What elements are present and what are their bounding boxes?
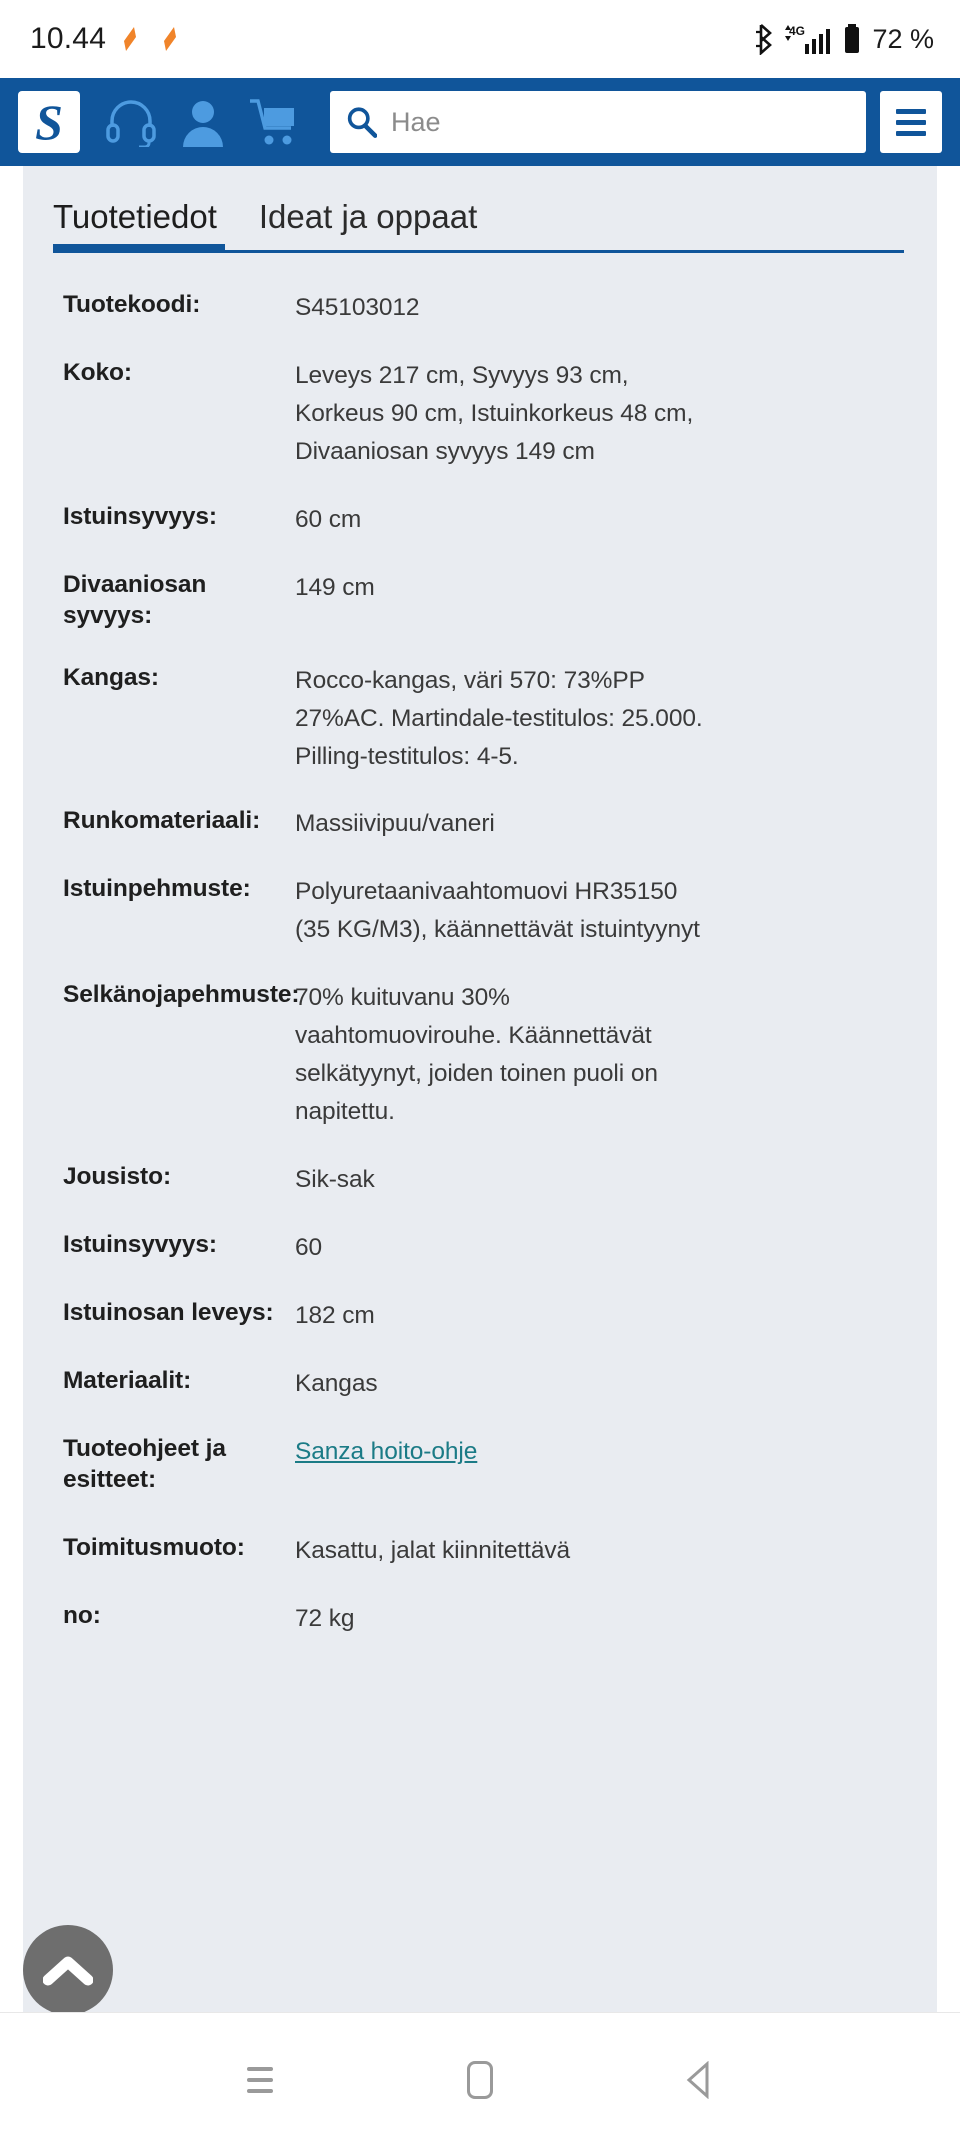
spec-row [63, 289, 904, 327]
spec-label: Istuinsyvyys: [63, 502, 217, 530]
spec-label: Kangas: [63, 663, 159, 691]
cart-icon[interactable] [246, 93, 304, 151]
back-icon [683, 2061, 717, 2099]
menu-line [896, 131, 926, 136]
tab-bar [23, 166, 937, 250]
spec-list [23, 253, 937, 1638]
nav-back-button[interactable] [660, 2040, 740, 2120]
spec-row [63, 805, 904, 843]
spec-value: 70% kuituvanu 30% vaahtomuovirouhe. Käännettävät selkätyynyt, joiden toinen puoli on napitettu. [295, 984, 658, 1126]
spec-value: S45103012 [295, 294, 420, 321]
spec-row [63, 1433, 904, 1496]
spec-label: Istuinosan leveys: [63, 1299, 274, 1327]
search-box[interactable] [330, 91, 866, 153]
bluetooth-icon [754, 23, 776, 55]
spec-label: Jousisto: [63, 1163, 171, 1191]
signal-4g-icon [783, 22, 835, 56]
account-icon[interactable] [174, 93, 232, 151]
recents-icon [247, 2067, 273, 2093]
hamburger-menu-icon[interactable] [880, 91, 942, 153]
spec-row [63, 979, 904, 1131]
spec-label: Tuotekoodi: [63, 291, 201, 318]
spec-row [63, 1600, 904, 1638]
spec-value: 182 cm [295, 1302, 375, 1330]
recents-line [247, 2067, 273, 2071]
android-nav-bar [0, 2012, 960, 2146]
page-body [0, 166, 960, 2100]
app-header [0, 78, 960, 166]
spec-label: Koko: [63, 358, 132, 386]
spec-value: 60 [295, 1234, 323, 1262]
spec-label: Divaaniosan syvyys: [63, 570, 207, 630]
spec-value: Kangas [295, 1370, 378, 1398]
spec-value: Leveys 217 cm, Syvyys 93 cm, Korkeus 90 cm, Istuinkorkeus 48 cm, Divaaniosan syvyys 149 cm [295, 361, 694, 465]
spec-label: Runkomateriaali: [63, 807, 261, 835]
spec-row [63, 1532, 904, 1570]
logo-letter: S [35, 94, 63, 150]
spec-value: Kasattu, jalat kiinnitettävä [295, 1536, 571, 1564]
recents-line [247, 2089, 273, 2093]
spec-row [63, 662, 904, 776]
nav-recents-button[interactable] [220, 2040, 300, 2120]
menu-line [896, 120, 926, 125]
flame-icon [160, 25, 186, 53]
nav-home-button[interactable] [440, 2040, 520, 2120]
product-details-panel [23, 166, 937, 2100]
status-bar-right [754, 22, 934, 56]
spec-row [63, 1229, 904, 1267]
battery-percent: 72 % [872, 23, 934, 54]
spec-label: Istuinsyvyys: [63, 1231, 217, 1259]
spec-row [63, 1297, 904, 1335]
spec-label: Toimitusmuoto: [63, 1533, 245, 1561]
spec-value: 72 kg [295, 1604, 355, 1632]
chevron-up-icon [43, 1952, 93, 1988]
spec-label: Materiaalit: [63, 1367, 192, 1395]
svg-text:4G: 4G [789, 24, 806, 38]
scroll-to-top-button[interactable] [23, 1925, 113, 2015]
spec-row [63, 1365, 904, 1403]
flame-icon [120, 25, 146, 53]
brand-logo[interactable] [18, 91, 80, 153]
care-instructions-link[interactable]: Sanza hoito-ohje [295, 1438, 478, 1466]
spec-row [63, 357, 904, 471]
menu-line [896, 109, 926, 114]
battery-icon [842, 23, 862, 55]
spec-label: Istuinpehmuste: [63, 875, 251, 903]
spec-value: 60 cm [295, 505, 362, 533]
spec-value: Rocco-kangas, väri 570: 73%PP 27%AC. Martindale-testitulos: 25.000. Pilling-testitulos: 4-5. [295, 666, 703, 770]
spec-value: 149 cm [295, 573, 375, 601]
recents-line [247, 2078, 273, 2082]
spec-label: no: [63, 1601, 101, 1629]
headset-icon[interactable] [102, 93, 160, 151]
spec-value: Sik-sak [295, 1166, 375, 1194]
spec-row [63, 873, 904, 949]
spec-value: Polyuretaanivaahtomuovi HR35150 (35 KG/M3), käännettävät istuintyynyt [295, 878, 700, 944]
status-time: 10.44 [30, 22, 107, 55]
status-bar-left [30, 22, 186, 56]
spec-label: Tuoteohjeet ja esitteet: [63, 1435, 226, 1494]
search-icon [346, 105, 377, 139]
search-input[interactable] [391, 107, 850, 138]
spec-row [63, 569, 904, 632]
tab-underline [53, 250, 904, 253]
spec-value: Massiivipuu/vaneri [295, 810, 495, 838]
spec-row [63, 1161, 904, 1199]
home-icon [467, 2061, 493, 2099]
spec-label: Selkänojapehmuste: [63, 981, 300, 1009]
tab-ideat-ja-oppaat[interactable]: Ideat ja oppaat [258, 198, 478, 235]
tab-tuotetiedot[interactable]: Tuotetiedot [53, 198, 217, 235]
spec-row [63, 501, 904, 539]
status-bar [0, 0, 960, 78]
